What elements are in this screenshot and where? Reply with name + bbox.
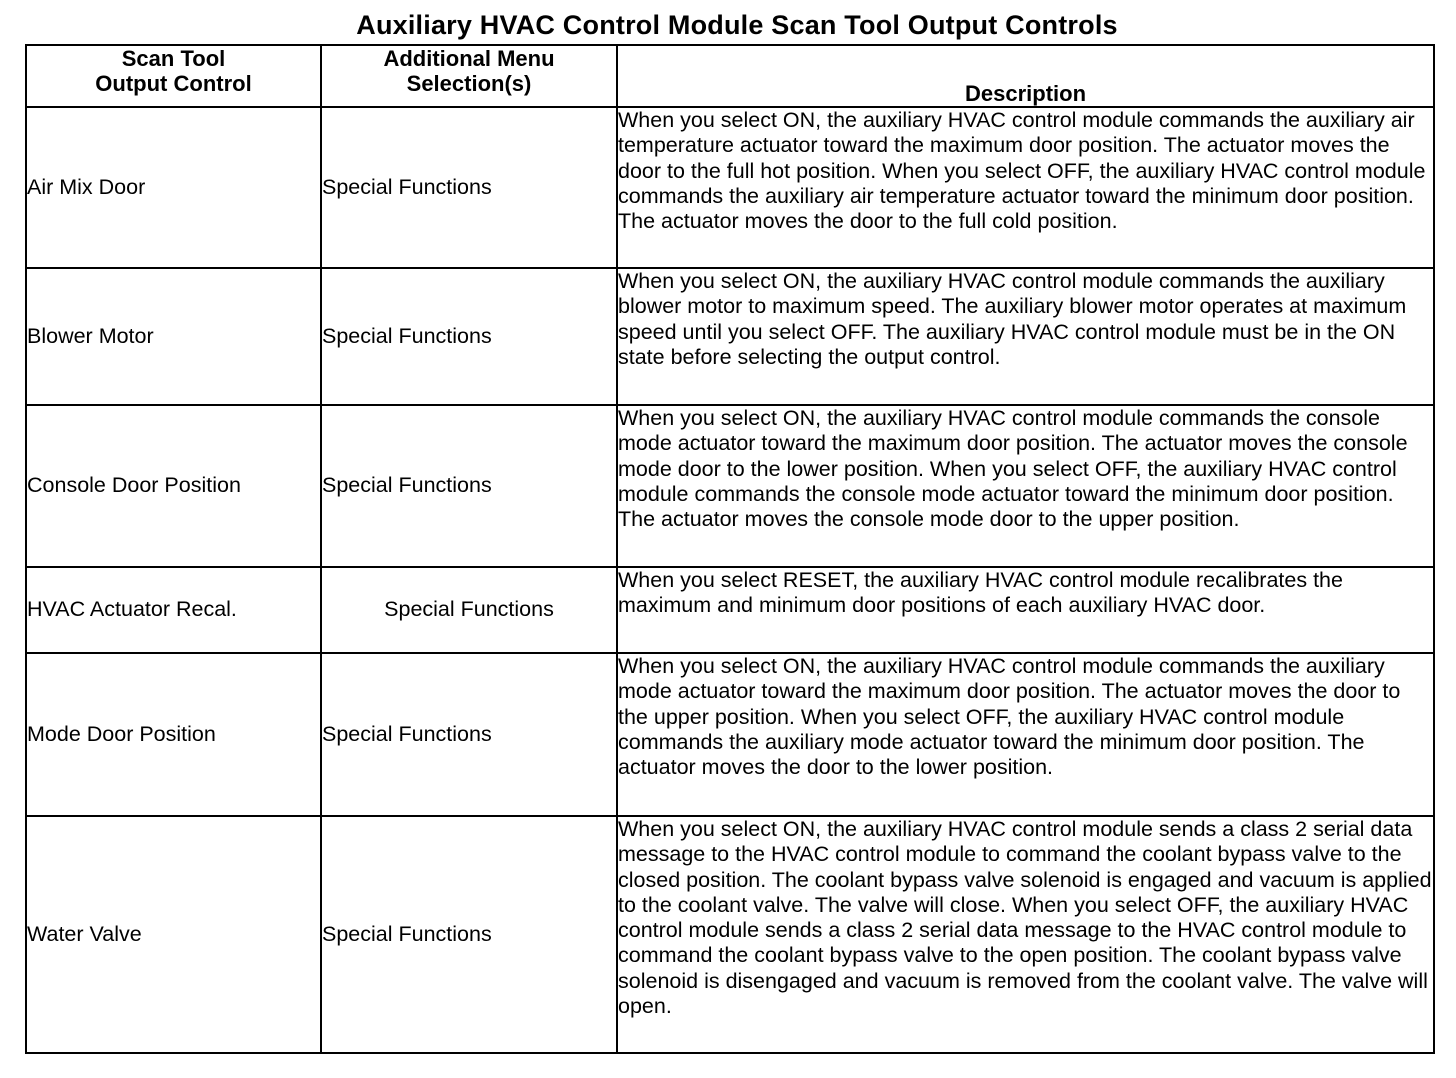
row-control-name: Blower Motor	[26, 268, 321, 405]
header-menu-selection	[321, 45, 617, 107]
table-row	[26, 653, 1434, 816]
row-control-name: Console Door Position	[26, 405, 321, 567]
row-description: When you select ON, the auxiliary HVAC control module commands the auxiliary blower motor to maximum speed. The auxiliary blower motor operates at maximum speed until you select OFF. The auxiliary HVAC control module must be in the ON state before selecting the output control.	[617, 268, 1434, 405]
row-description: When you select ON, the auxiliary HVAC control module commands the auxiliary mode actuator toward the maximum door position. The actuator moves the door to the upper position. When you select OFF, the auxiliary HVAC control module commands the auxiliary mode actuator toward the minimum door position. The actuator moves the door to the lower position.	[617, 653, 1434, 816]
row-control-name: HVAC Actuator Recal.	[26, 567, 321, 653]
row-control-name: Water Valve	[26, 816, 321, 1053]
row-menu-selection: Special Functions	[321, 107, 617, 268]
row-control-name: Mode Door Position	[26, 653, 321, 816]
header-description: Description	[617, 45, 1434, 107]
row-description: When you select ON, the auxiliary HVAC control module sends a class 2 serial data message to the HVAC control module to command the coolant bypass valve to the closed position. The coolant bypass valve solenoid is engaged and vacuum is applied to the coolant valve. The valve will close. When you select OFF, the auxiliary HVAC control module sends a class 2 serial data message to the HVAC control module to command the coolant bypass valve to the open position. The coolant bypass valve solenoid is disengaged and vacuum is removed from the coolant valve. The valve will open.	[617, 816, 1434, 1053]
row-menu-selection: Special Functions	[321, 405, 617, 567]
header-output-control	[26, 45, 321, 107]
row-description: When you select ON, the auxiliary HVAC control module commands the console mode actuator toward the maximum door position. The actuator moves the console mode door to the lower position. When you select OFF, the auxiliary HVAC control module commands the console mode actuator toward the minimum door position. The actuator moves the console mode door to the upper position.	[617, 405, 1434, 567]
table-header-row	[26, 45, 1434, 107]
row-menu-selection: Special Functions	[321, 268, 617, 405]
output-controls-table	[25, 44, 1435, 1054]
header-menu-selection-line2: Selection(s)	[406, 71, 532, 96]
table-row	[26, 567, 1434, 653]
row-description: When you select ON, the auxiliary HVAC control module commands the auxiliary air temperature actuator toward the maximum door position. The actuator moves the door to the full hot position. When you select OFF, the auxiliary HVAC control module commands the auxiliary air temperature actuator toward the minimum door position. The actuator moves the door to the full cold position.	[617, 107, 1434, 268]
table-row	[26, 268, 1434, 405]
row-menu-selection: Special Functions	[321, 567, 617, 653]
table-row	[26, 405, 1434, 567]
header-output-control-line2: Output Control	[95, 71, 252, 96]
row-menu-selection: Special Functions	[321, 653, 617, 816]
row-control-name: Air Mix Door	[26, 107, 321, 268]
table-row	[26, 816, 1434, 1053]
row-description: When you select RESET, the auxiliary HVAC control module recalibrates the maximum and minimum door positions of each auxiliary HVAC door.	[617, 567, 1434, 653]
header-output-control-line1: Scan Tool	[121, 46, 226, 71]
page-title: Auxiliary HVAC Control Module Scan Tool Output Controls	[356, 10, 1118, 40]
row-menu-selection: Special Functions	[321, 816, 617, 1053]
table-row	[26, 107, 1434, 268]
header-menu-selection-line1: Additional Menu	[383, 46, 555, 71]
